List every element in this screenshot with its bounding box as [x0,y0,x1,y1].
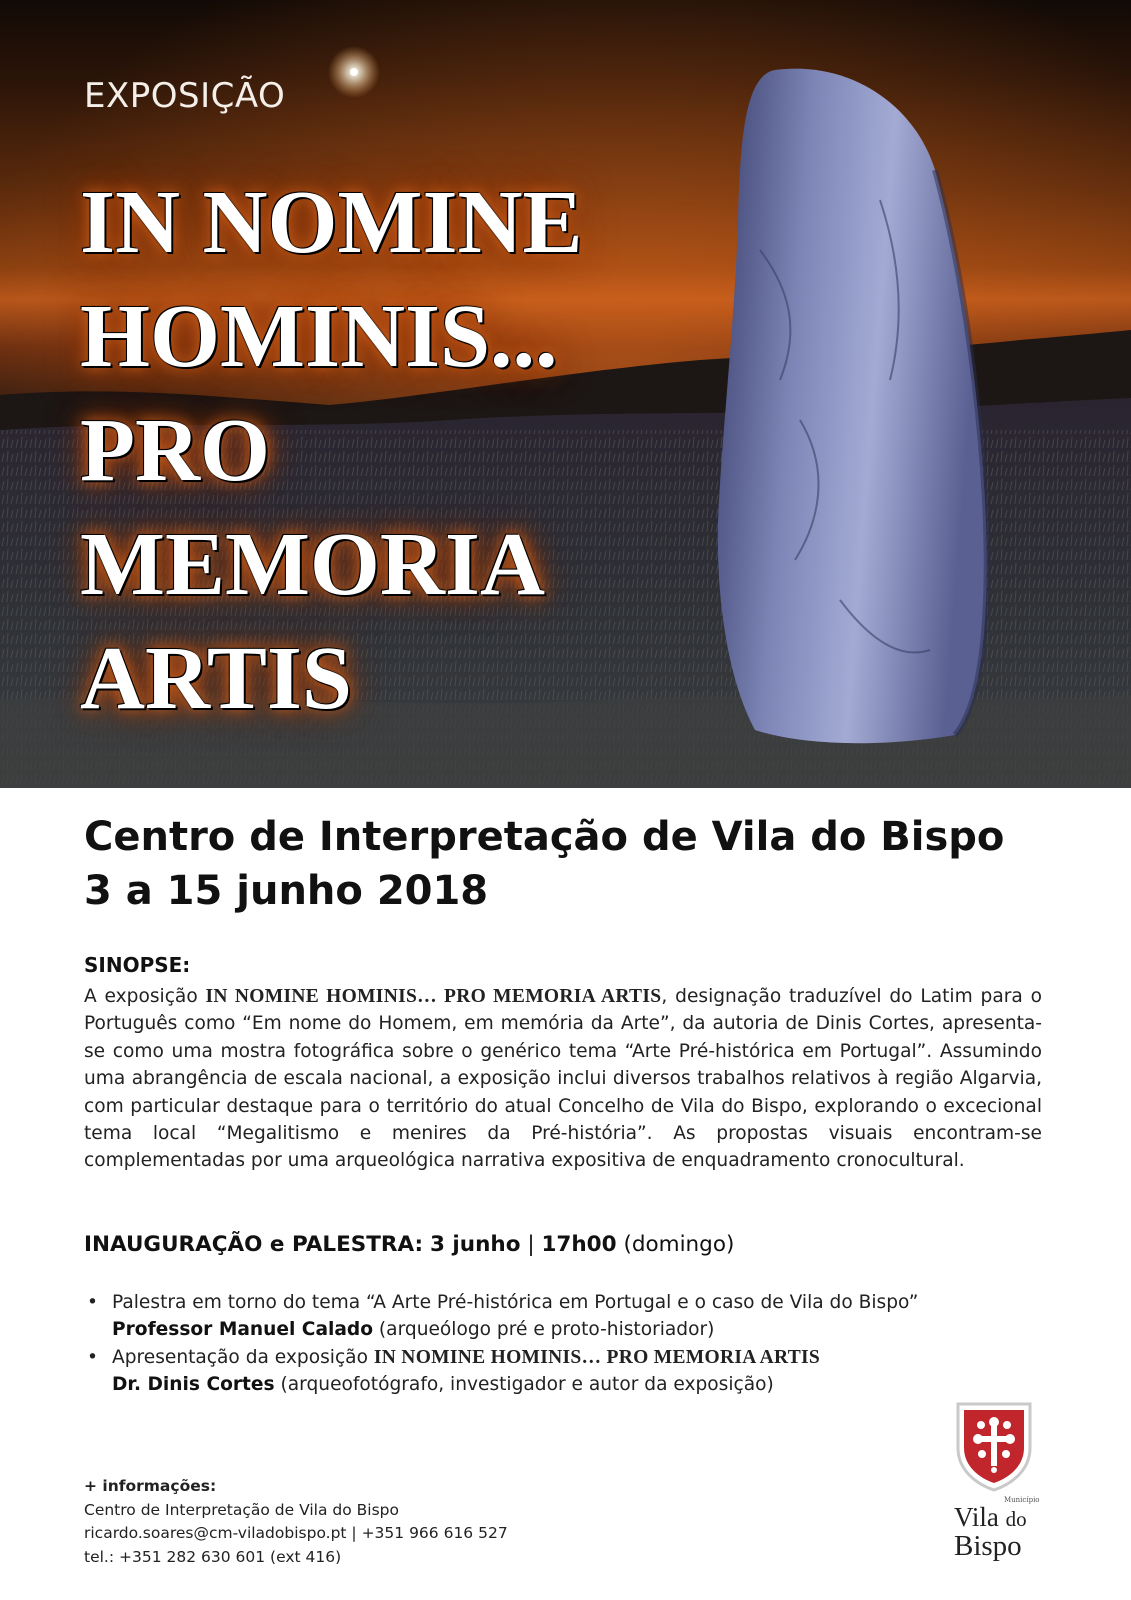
logo-vila-word: Vila [954,1502,999,1532]
synopsis-heading: SINOPSE: [84,953,191,977]
info-heading: + informações: [84,1477,217,1495]
title-line-3: PRO [80,401,270,500]
coat-of-arms-icon [952,1398,1036,1494]
synopsis-intro: A exposição [84,986,206,1007]
venue-name: Centro de Interpretação de Vila do Bispo [84,814,1005,860]
bullet-icon: • [87,1346,98,1368]
title-line-2: HOMINIS... [80,287,558,386]
bullet-icon: • [87,1292,98,1313]
synopsis-body: , designação traduzível do Latim para o Português como “Em nome do Homem, em memória da Arte”, da autoria de Dinis Cortes, apresenta-se como uma mostra fotográfica sobre o genérico tema “Arte Pré-histórica em Portugal”. Assumindo uma abrangência de escala nacional, a exposição inclui diversos trabalhos relativos à região Algarvia, com particular destaque para o território do atual Concelho de Vila do Bispo, explorando o excecional tema local “Megalitismo e menires da Pré-história”. As propostas visuais encontram-se complementadas por uma arqueológica narrativa expositiva de enquadramento cronocultural. [84,986,1042,1172]
inauguration-weekday: (domingo) [623,1232,735,1257]
presentation-prefix: Apresentação da exposição [112,1346,374,1368]
lecture-topic: Palestra em torno do tema “A Arte Pré-histórica em Portugal e o caso de Vila do Bispo” [112,1292,919,1313]
inauguration-time: 17h00 [541,1232,617,1257]
title-line-5: ARTIS [80,629,352,728]
program-list [84,1289,1064,1399]
logo-bispo: Bispo [954,1530,1022,1562]
contact-info [84,1475,508,1569]
inauguration-label: INAUGURAÇÃO e PALESTRA: [84,1232,424,1257]
speaker-name: Dr. Dinis Cortes [112,1374,275,1396]
speaker-role: (arqueofotógrafo, investigador e autor da exposição) [274,1374,774,1396]
presentation-speaker [112,1371,1064,1398]
exhibition-title [80,166,583,736]
info-organization: Centro de Interpretação de Vila do Bispo [84,1500,399,1519]
speaker-name: Professor Manuel Calado [112,1319,374,1341]
venue-block [84,810,1004,918]
synopsis-exhibit-name: IN NOMINE HOMINIS… PRO MEMORIA ARTIS [205,986,662,1007]
program-item-lecture [84,1289,1064,1344]
venue-dates: 3 a 15 junho 2018 [84,868,489,914]
title-line-1: IN NOMINE [80,173,583,272]
inauguration-date: 3 junho [429,1232,521,1257]
logo-vila [954,1502,1027,1533]
info-telephone: tel.: +351 282 630 601 (ext 416) [84,1547,342,1566]
title-line-4: MEMORIA [80,515,545,614]
synopsis-text [84,983,1042,1175]
presentation-title: IN NOMINE HOMINIS… PRO MEMORIA ARTIS [373,1346,821,1368]
program-item-presentation [84,1344,1064,1399]
inauguration-separator: | [527,1232,535,1257]
logo-municipio: Município [1004,1496,1040,1504]
hero-kicker: EXPOSIÇÃO [84,76,286,116]
lecture-speaker [112,1316,1064,1343]
speaker-role: (arqueólogo pré e proto-historiador) [373,1319,715,1341]
hero-photo [0,0,1131,788]
logo-do-word: do [1005,1507,1027,1531]
info-email-phone: ricardo.soares@cm-viladobispo.pt | +351 966 616 527 [84,1524,508,1542]
presentation-topic [112,1344,1064,1371]
inauguration-line [84,1232,734,1257]
